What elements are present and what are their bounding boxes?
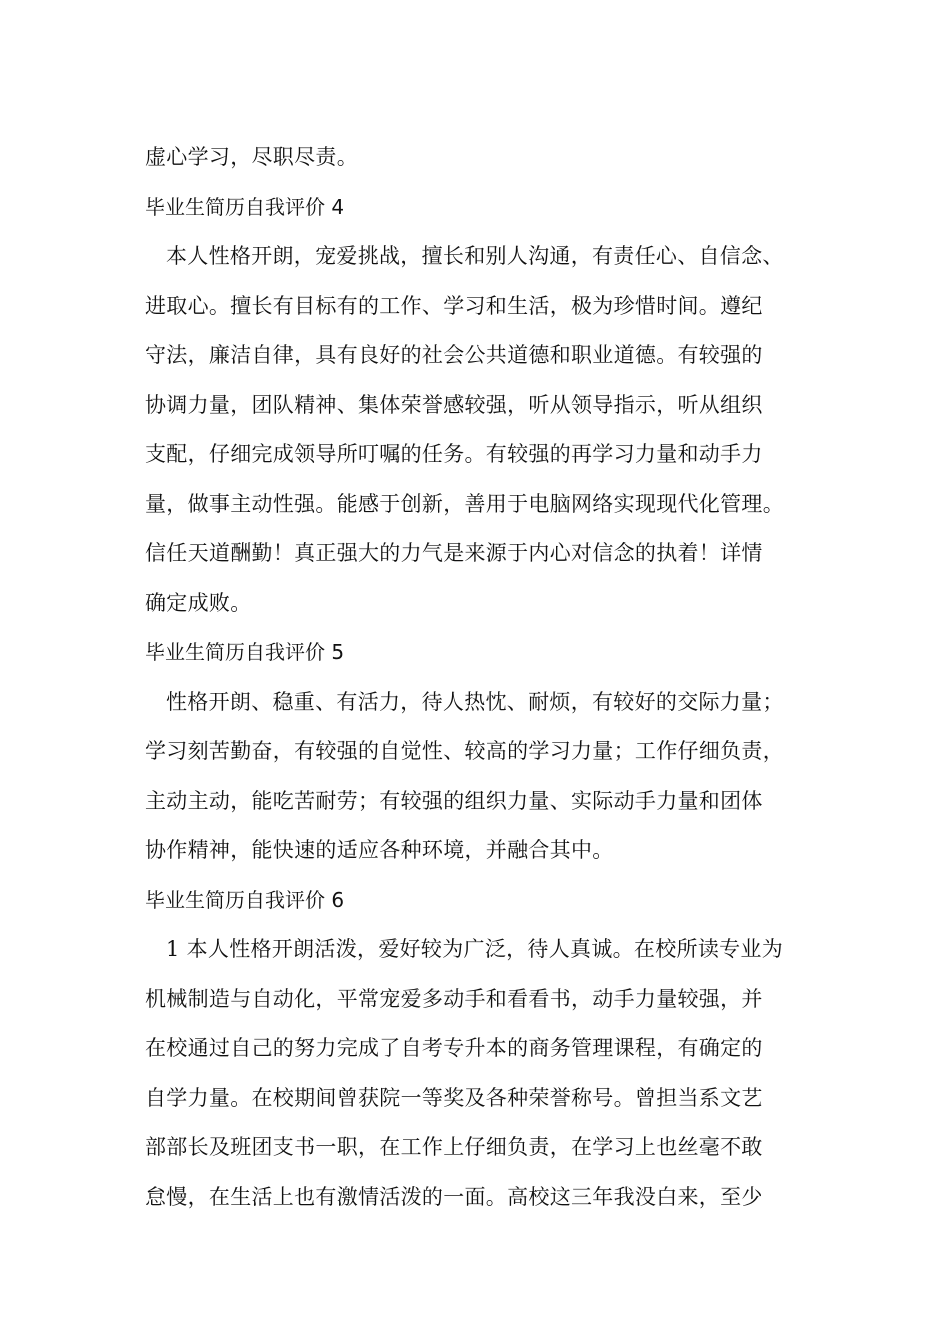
text-line: 量，做事主动性强。能感于创新，善用于电脑网络实现现代化管理。 xyxy=(145,491,784,516)
section-heading: 毕业生简历自我评价 6 xyxy=(145,887,345,912)
text-line: 信任天道酬勤！真正强大的力气是来源于内心对信念的执着！详情 xyxy=(145,541,763,565)
text-line: 机械制造与自动化，平常宠爱多动手和看看书，动手力量较强，并 xyxy=(145,986,763,1011)
text-line: 学习刻苦勤奋，有较强的自觉性、较高的学习力量；工作仔细负责， xyxy=(145,739,784,763)
text-line: 虚心学习，尽职尽责。 xyxy=(145,145,358,169)
text-line: 协作精神，能快速的适应各种环境，并融合其中。 xyxy=(145,838,614,862)
text-line: 性格开朗、稳重、有活力，待人热忱、耐烦，有较好的交际力量； xyxy=(166,689,784,714)
text-line: 守法，廉洁自律，具有良好的社会公共道德和职业道德。有较强的 xyxy=(145,343,763,367)
text-line: 怠慢，在生活上也有激情活泼的一面。高校这三年我没白来，至少 xyxy=(145,1184,763,1209)
text-line: 主动主动，能吃苦耐劳；有较强的组织力量、实际动手力量和团体 xyxy=(145,788,763,813)
text-line: 本人性格开朗，宠爱挑战，擅长和别人沟通，有责任心、自信念、 xyxy=(166,244,784,268)
text-line: 在校通过自己的努力完成了自考专升本的商务管理课程，有确定的 xyxy=(145,1036,763,1060)
section-heading: 毕业生简历自我评价 5 xyxy=(145,640,345,664)
text-line: 确定成败。 xyxy=(145,590,252,615)
text-line: 1 本人性格开朗活泼，爱好较为广泛，待人真诚。在校所读专业为 xyxy=(166,937,784,961)
text-line: 进取心。擅长有目标有的工作、学习和生活，极为珍惜时间。遵纪 xyxy=(145,293,763,318)
document-page xyxy=(145,133,835,1222)
text-line: 协调力量，团队精神、集体荣誉感较强，听从领导指示，听从组织 xyxy=(145,392,763,417)
text-line: 支配，仔细完成领导所叮嘱的任务。有较强的再学习力量和动手力 xyxy=(145,442,763,466)
text-line: 自学力量。在校期间曾获院一等奖及各种荣誉称号。曾担当系文艺 xyxy=(145,1085,763,1110)
text-line: 部部长及班团支书一职，在工作上仔细负责，在学习上也丝毫不敢 xyxy=(145,1135,763,1159)
section-heading: 毕业生简历自我评价 4 xyxy=(145,194,345,219)
